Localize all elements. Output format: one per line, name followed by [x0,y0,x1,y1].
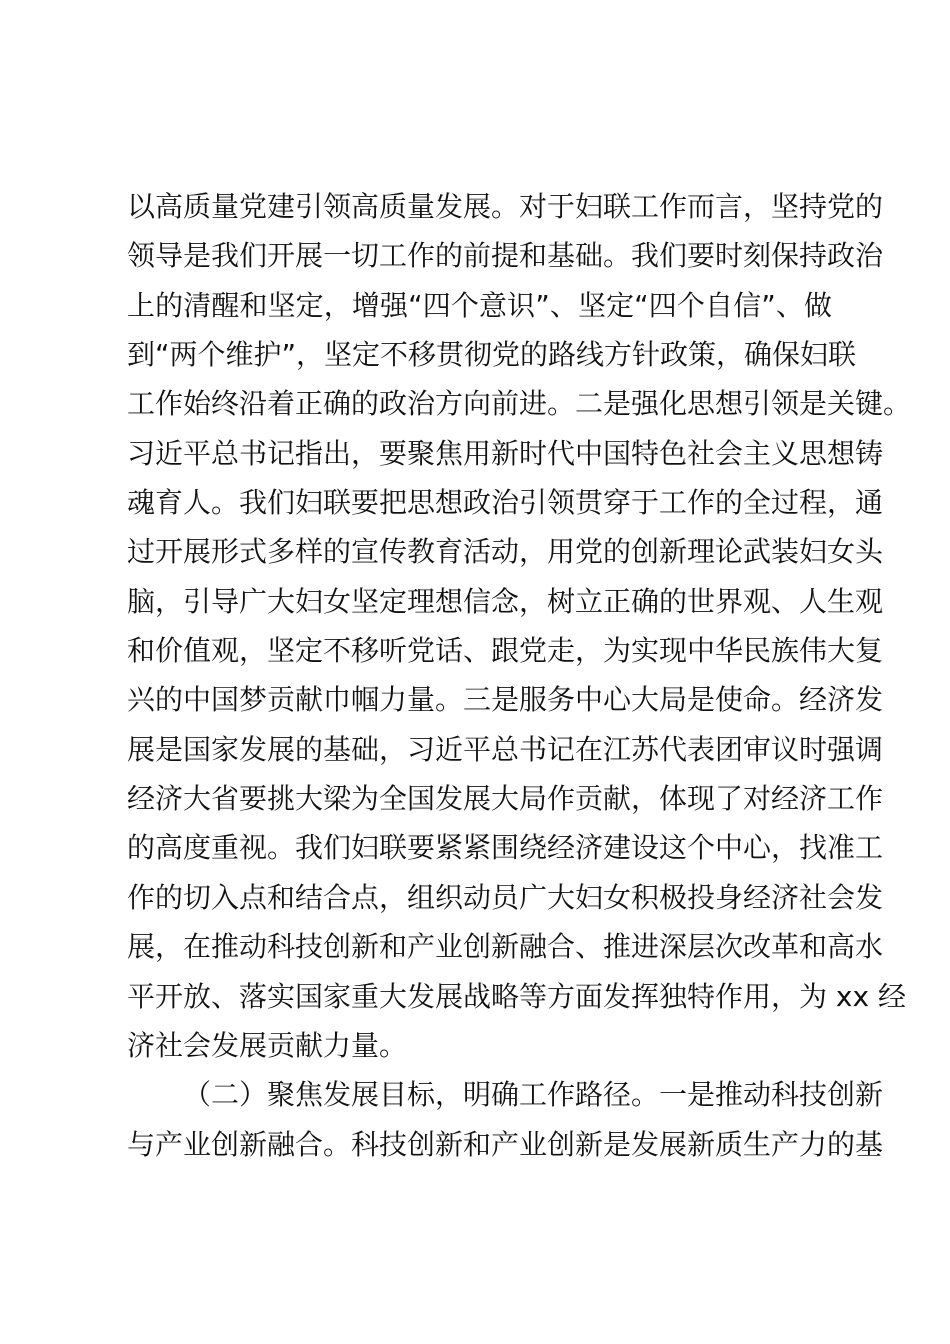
text-line: 到“两个维护”，坚定不移贯彻党的路线方针政策，确保妇联 [127,338,857,372]
text-line: 经济大省要挑大梁为全国发展大局作贡献，体现了对经济工作 [127,782,884,816]
text-line: 脑，引导广大妇女坚定理想信念，树立正确的世界观、人生观 [127,584,884,618]
text-line: 上的清醒和坚定，增强“四个意识”、坚定“四个自信”、做 [127,288,832,322]
text-line: 习近平总书记指出，要聚焦用新时代中国特色社会主义思想铸 [127,436,884,470]
text-line: 与产业创新融合。科技创新和产业创新是发展新质生产力的基 [127,1127,884,1161]
text-line: 工作始终沿着正确的政治方向前进。二是强化思想引领是关键。 [127,387,912,421]
text-line: 的高度重视。我们妇联要紧紧围绕经济建设这个中心，找准工 [127,831,884,865]
text-line: 平开放、落实国家重大发展战略等方面发挥独特作用，为 xx 经 [127,979,906,1013]
text-line: 展是国家发展的基础，习近平总书记在江苏代表团审议时强调 [127,732,884,766]
text-line: 作的切入点和结合点，组织动员广大妇女积极投身经济社会发 [127,880,884,914]
text-line: 领导是我们开展一切工作的前提和基础。我们要时刻保持政治 [127,239,884,273]
text-line: 展，在推动科技创新和产业创新融合、推进深层次改革和高水 [127,930,884,964]
text-line: 魂育人。我们妇联要把思想政治引领贯穿于工作的全过程，通 [127,486,884,520]
text-line: （二）聚焦发展目标，明确工作路径。一是推动科技创新 [183,1078,884,1112]
text-line: 兴的中国梦贡献巾帼力量。三是服务中心大局是使命。经济发 [127,683,884,717]
text-line: 以高质量党建引领高质量发展。对于妇联工作而言，坚持党的 [127,190,884,223]
body-text [127,182,912,1169]
text-line: 济社会发展贡献力量。 [127,1028,408,1062]
text-line: 过开展形式多样的宣传教育活动，用党的创新理论武装妇女头 [127,535,884,569]
text-line: 和价值观，坚定不移听党话、跟党走，为实现中华民族伟大复 [127,634,884,668]
